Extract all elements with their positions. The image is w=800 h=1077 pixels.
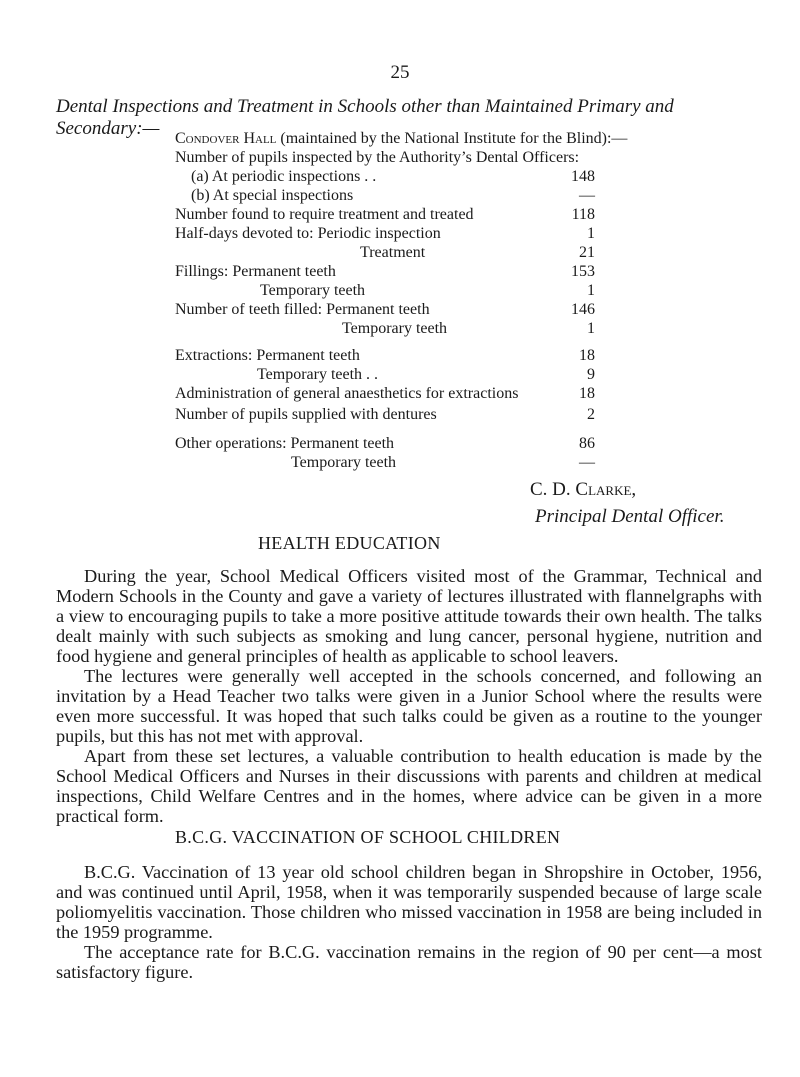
dental-section-title: Dental Inspections and Treatment in Schools other than Maintained Primary and Secondary:— [56, 96, 674, 139]
dentures-value: 2 [587, 406, 595, 423]
periodic-row [175, 167, 595, 186]
bcg-paragraph-2: The acceptance rate for B.C.G. vaccination remains in the region of 90 per cent—a most satisfactory figure. [56, 942, 762, 982]
extractions-temporary-row [175, 365, 595, 384]
filled-temporary-value: 1 [587, 320, 595, 337]
halfdays-row [175, 224, 595, 243]
page-number: 25 [390, 62, 410, 83]
health-education-heading: HEALTH EDUCATION [258, 533, 441, 553]
dentures-block [175, 405, 595, 424]
extractions-permanent-label: Extractions: Permanent teeth [175, 347, 360, 364]
other-permanent-row [175, 434, 595, 453]
fillings-permanent-row [175, 262, 595, 281]
health-education-paragraph-3: Apart from these set lectures, a valuable contribution to health education is made by the School Medical Officers and Nurses in their discussions with parents and children at medical inspections, Child Welfare Centres and in the homes, where advice can be given in a more practical form. [56, 746, 762, 826]
other-permanent-value: 86 [579, 435, 595, 452]
filled-permanent-row [175, 300, 595, 319]
health-education-paragraph-2: The lectures were generally well accepted in the schools concerned, and following an invitation by a Head Teacher two talks were given in a Junior School where the results were even more successful. It was hoped that such talks could be given as a routine to the younger pupils, but this has not met with approval. [56, 666, 762, 746]
other-temporary-label: Temporary teeth [291, 454, 397, 471]
extractions-temporary-label: Temporary teeth . . [257, 366, 379, 383]
condover-heading [175, 129, 628, 148]
dentures-label: Number of pupils supplied with dentures [175, 406, 437, 423]
treatment-value: 21 [579, 244, 595, 261]
fillings-permanent-value: 153 [571, 263, 595, 280]
filled-temporary-row [175, 319, 595, 338]
extractions-permanent-value: 18 [579, 347, 595, 364]
fillings-temporary-label: Temporary teeth [260, 282, 366, 299]
condover-name: Condover Hall [175, 130, 277, 147]
extractions-temporary-value: 9 [587, 366, 595, 383]
periodic-value: 148 [571, 168, 595, 185]
signature-name: C. D. Clarke, [530, 479, 637, 500]
special-row [175, 186, 595, 205]
halfdays-fillings-block [175, 224, 595, 338]
bcg-text [56, 862, 762, 982]
anaesthetics-row [175, 384, 595, 403]
require-row [175, 205, 595, 224]
condover-description: (maintained by the National Institute for the Blind):— [276, 130, 628, 147]
other-operations-block [175, 434, 595, 472]
signature-role: Principal Dental Officer. [535, 506, 725, 527]
require-label: Number found to require treatment and treated [175, 206, 474, 223]
fillings-temporary-value: 1 [587, 282, 595, 299]
special-value: — [579, 187, 595, 204]
special-label: (b) At special inspections [191, 187, 354, 204]
bcg-heading: B.C.G. VACCINATION OF SCHOOL CHILDREN [175, 827, 561, 847]
anaesthetics-value: 18 [579, 385, 595, 402]
treatment-row [175, 243, 595, 262]
health-education-text [56, 566, 762, 826]
treatment-label: Treatment [360, 244, 426, 261]
other-temporary-row [175, 453, 595, 472]
signature [530, 476, 724, 530]
filled-temporary-label: Temporary teeth [342, 320, 448, 337]
health-education-paragraph-1: During the year, School Medical Officers visited most of the Grammar, Technical and Modern Schools in the County and gave a variety of lectures illustrated with flannelgraphs with a view to encouraging pupils to take a more positive attitude towards their own health. The talks dealt mainly with such subjects as smoking and lung cancer, personal hygiene, nutrition and food hygiene and general principles of health as applicable to school leavers. [56, 566, 762, 666]
filled-permanent-label: Number of teeth filled: Permanent teeth [175, 301, 430, 318]
halfdays-label: Half-days devoted to: Periodic inspection [175, 225, 441, 242]
periodic-label: (a) At periodic inspections . . [191, 168, 377, 185]
extractions-block [175, 346, 595, 403]
dentures-row [175, 405, 595, 424]
filled-permanent-value: 146 [571, 301, 595, 318]
anaesthetics-label: Administration of general anaesthetics for extractions [175, 385, 519, 402]
other-permanent-label: Other operations: Permanent teeth [175, 435, 395, 452]
condover-inspection-block [175, 129, 628, 224]
halfdays-value: 1 [587, 225, 595, 242]
inspected-row [175, 148, 595, 167]
extractions-permanent-row [175, 346, 595, 365]
inspected-label: Number of pupils inspected by the Authority’s Dental Officers: [175, 149, 580, 166]
require-value: 118 [571, 206, 595, 223]
bcg-paragraph-1: B.C.G. Vaccination of 13 year old school children began in Shropshire in October, 1956, and was continued until April, 1958, when it was temporarily suspended because of large scale poliomyelitis vaccination. Those children who missed vaccination in 1958 are being included in the 1959 programme. [56, 862, 762, 942]
other-temporary-value: — [579, 454, 595, 471]
fillings-permanent-label: Fillings: Permanent teeth [175, 263, 336, 280]
fillings-temporary-row [175, 281, 595, 300]
